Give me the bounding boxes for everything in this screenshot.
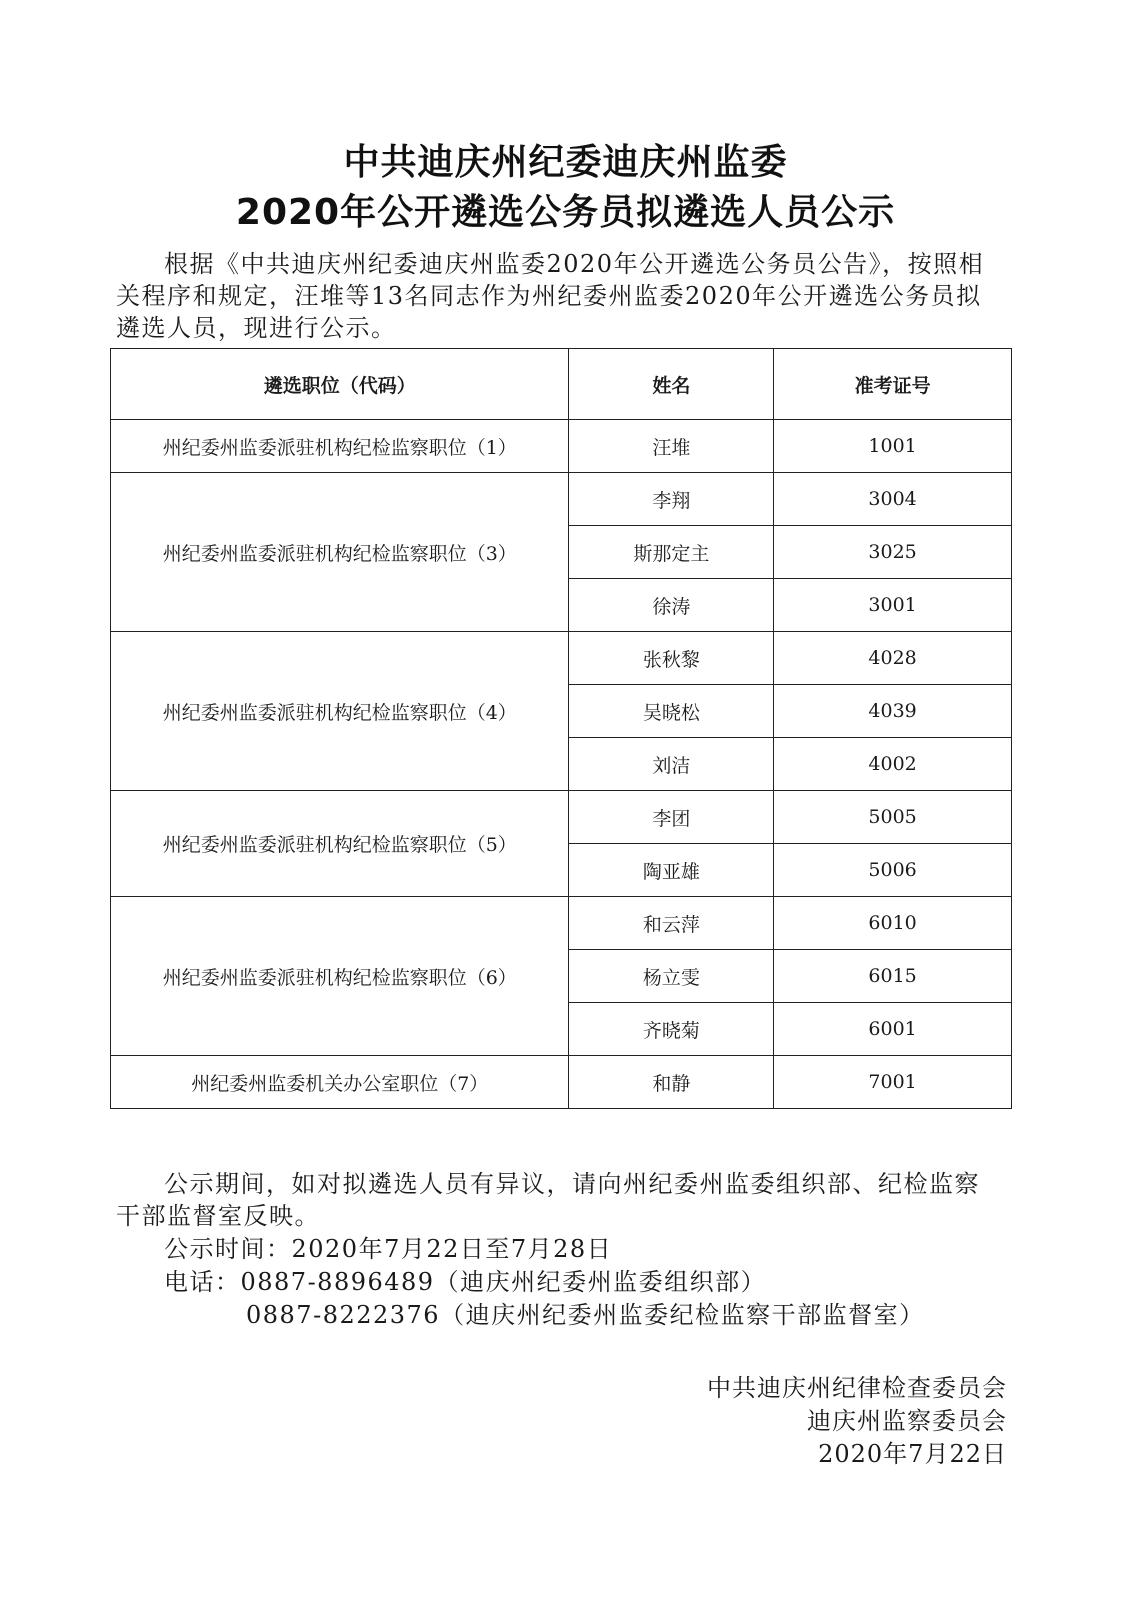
exam-id-cell: 3001	[774, 579, 1012, 632]
table-header-row	[111, 349, 1012, 420]
exam-id-cell: 6015	[774, 950, 1012, 1003]
exam-id-cell: 1001	[774, 420, 1012, 473]
exam-id-cell: 3004	[774, 473, 1012, 526]
exam-id-cell: 3025	[774, 526, 1012, 579]
signature-date: 2020年7月22日	[818, 1440, 1007, 1468]
contact-phone-1: 电话：0887-8896489（迪庆州纪委州监委组织部）	[164, 1268, 767, 1296]
table-row	[111, 791, 1012, 844]
table-row	[111, 1056, 1012, 1109]
name-cell: 和静	[569, 1056, 774, 1109]
name-cell: 陶亚雄	[569, 844, 774, 897]
exam-id-cell: 6010	[774, 897, 1012, 950]
exam-id-cell: 4028	[774, 632, 1012, 685]
notice-paragraph: 公示期间，如对拟遴选人员有异议，请向州纪委州监委组织部、纪检监察干部监督室反映。	[116, 1170, 980, 1230]
candidate-table	[110, 348, 1012, 1109]
name-cell: 斯那定主	[569, 526, 774, 579]
name-cell: 齐晓菊	[569, 1003, 774, 1056]
position-cell: 州纪委州监委派驻机构纪检监察职位（5）	[111, 791, 569, 897]
exam-id-cell: 4039	[774, 685, 1012, 738]
table-row	[111, 420, 1012, 473]
name-cell: 刘洁	[569, 738, 774, 791]
header-exam-id: 准考证号	[774, 349, 1012, 420]
contact-phone-2: 0887-8222376（迪庆州纪委州监委纪检监察干部监督室）	[246, 1301, 925, 1329]
signature-org-2: 迪庆州监察委员会	[807, 1407, 1007, 1435]
header-name: 姓名	[569, 349, 774, 420]
name-cell: 李翔	[569, 473, 774, 526]
position-cell: 州纪委州监委派驻机构纪检监察职位（6）	[111, 897, 569, 1056]
table-row	[111, 632, 1012, 685]
table-row	[111, 897, 1012, 950]
exam-id-cell: 7001	[774, 1056, 1012, 1109]
intro-paragraph: 根据《中共迪庆州纪委迪庆州监委2020年公开遴选公务员公告》，按照相关程序和规定，汪堆等13名同志作为州纪委州监委2020年公开遴选公务员拟遴选人员，现进行公示。	[116, 250, 985, 342]
name-cell: 汪堆	[569, 420, 774, 473]
name-cell: 张秋黎	[569, 632, 774, 685]
name-cell: 李团	[569, 791, 774, 844]
table-row	[111, 473, 1012, 526]
signature-org-1: 中共迪庆州纪律检查委员会	[707, 1374, 1007, 1402]
name-cell: 徐涛	[569, 579, 774, 632]
position-cell: 州纪委州监委派驻机构纪检监察职位（1）	[111, 420, 569, 473]
position-cell: 州纪委州监委派驻机构纪检监察职位（3）	[111, 473, 569, 632]
position-cell: 州纪委州监委机关办公室职位（7）	[111, 1056, 569, 1109]
position-cell: 州纪委州监委派驻机构纪检监察职位（4）	[111, 632, 569, 791]
document-title-line2: 2020年公开遴选公务员拟遴选人员公示	[235, 192, 896, 233]
exam-id-cell: 6001	[774, 1003, 1012, 1056]
header-position: 遴选职位（代码）	[111, 349, 569, 420]
name-cell: 和云萍	[569, 897, 774, 950]
name-cell: 杨立雯	[569, 950, 774, 1003]
name-cell: 吴晓松	[569, 685, 774, 738]
exam-id-cell: 4002	[774, 738, 1012, 791]
notice-period: 公示时间：2020年7月22日至7月28日	[164, 1235, 613, 1263]
table-body	[111, 420, 1012, 1109]
exam-id-cell: 5005	[774, 791, 1012, 844]
exam-id-cell: 5006	[774, 844, 1012, 897]
document-title-line1: 中共迪庆州纪委迪庆州监委	[343, 142, 788, 183]
